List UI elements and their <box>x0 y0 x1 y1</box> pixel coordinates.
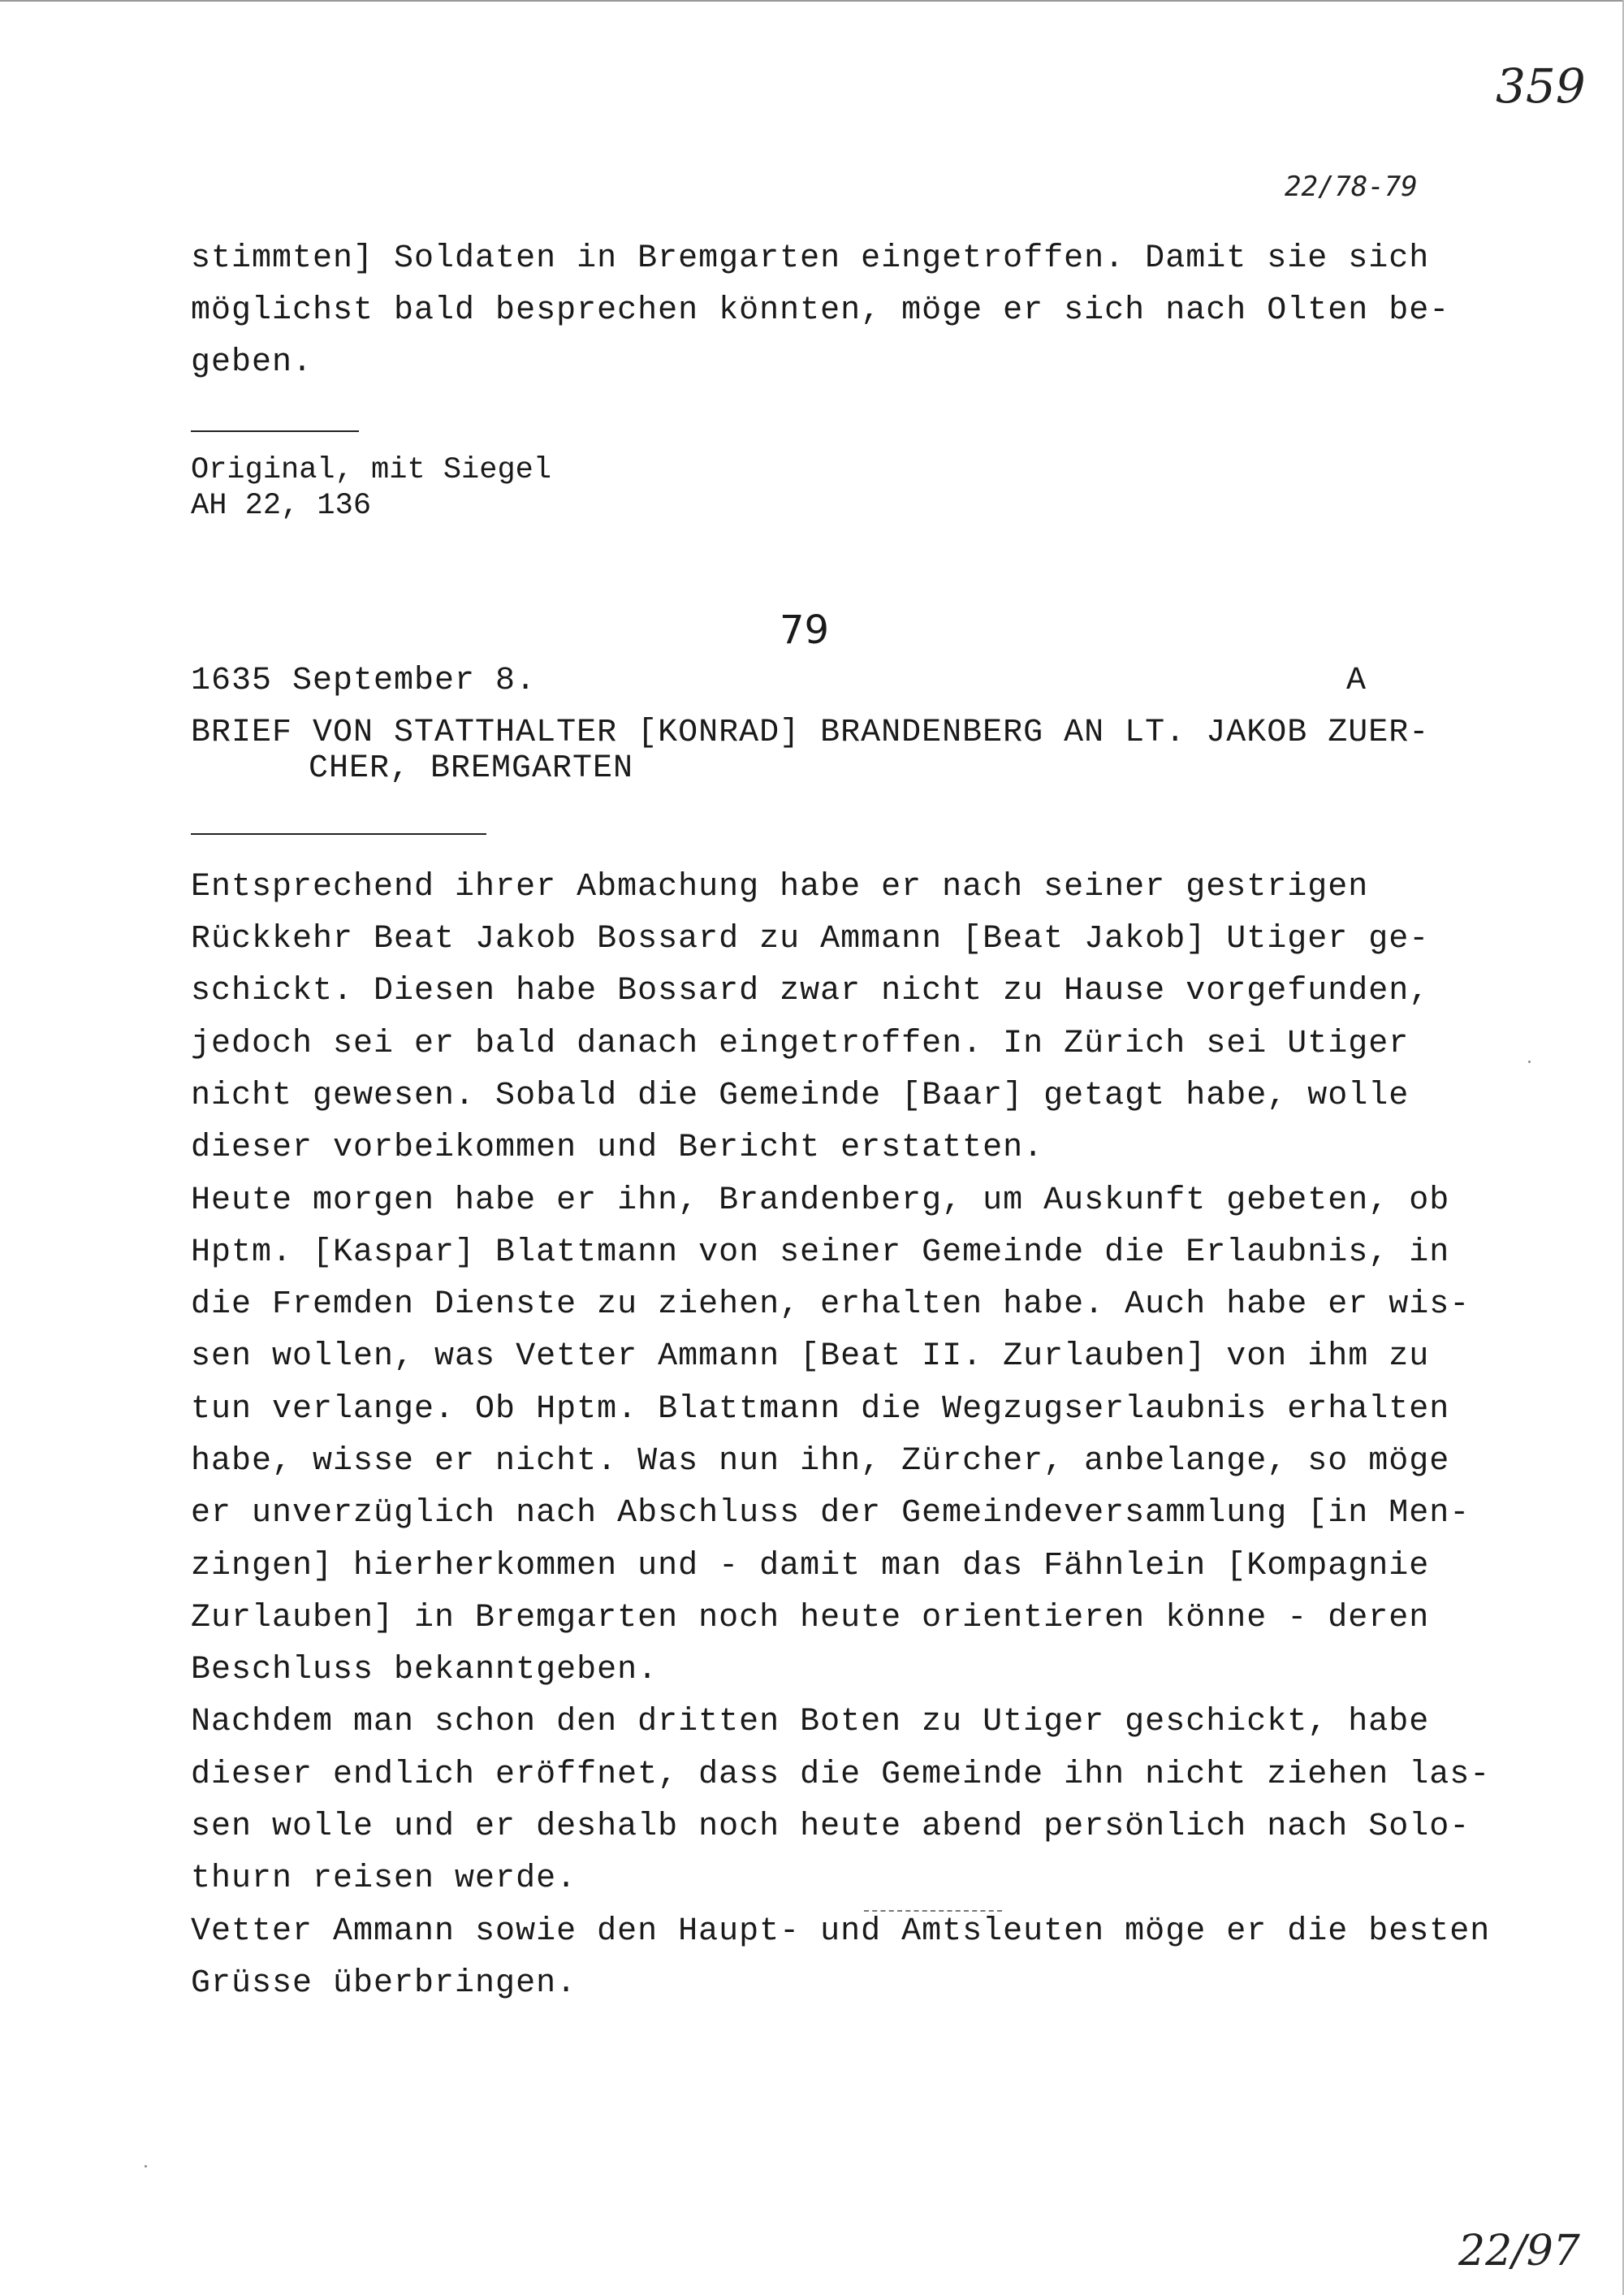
body-line: schickt. Diesen habe Bossard zwar nicht zu Hause vorgefunden, <box>191 973 1430 1009</box>
source-note-line: Original, mit Siegel <box>191 453 552 487</box>
title-line: CHER, BREMGARTEN <box>309 750 634 787</box>
body-line: Hptm. [Kaspar] Blattmann von seiner Gemeinde die Erlaubnis, in <box>191 1234 1450 1271</box>
body-line: dieser endlich eröffnet, dass die Gemeinde ihn nicht ziehen las- <box>191 1757 1491 1793</box>
body-line: Heute morgen habe er ihn, Brandenberg, um Auskunft gebeten, ob <box>191 1182 1450 1219</box>
archive-page-number: 359 <box>1496 58 1586 114</box>
footer-reference: 22/97 <box>1458 2227 1580 2276</box>
body-line: sen wolle und er deshalb noch heute abend persönlich nach Solo- <box>191 1809 1471 1845</box>
body-line: Vetter Ammann sowie den Haupt- und Amtsleuten möge er die besten <box>191 1913 1491 1950</box>
intro-line: stimmten] Soldaten in Bremgarten eingetroffen. Damit sie sich <box>191 240 1430 277</box>
intro-line: geben. <box>191 344 313 381</box>
body-line: Beschluss bekanntgeben. <box>191 1652 659 1688</box>
body-line: Rückkehr Beat Jakob Bossard zu Ammann [Beat Jakob] Utiger ge- <box>191 921 1430 957</box>
title-rule <box>191 833 486 835</box>
body-line: Nachdem man schon den dritten Boten zu Utiger geschickt, habe <box>191 1704 1430 1740</box>
body-line: thurn reisen werde. <box>191 1861 577 1897</box>
body-line: Zurlauben] in Bremgarten noch heute orientieren könne - deren <box>191 1600 1430 1636</box>
body-line: Entsprechend ihrer Abmachung habe er nach seiner gestrigen <box>191 869 1369 905</box>
body-line: tun verlange. Ob Hptm. Blattmann die Wegzugserlaubnis erhalten <box>191 1391 1450 1428</box>
page-top-edge <box>0 0 1624 2</box>
document-marker: A <box>1346 663 1367 699</box>
document-date: 1635 September 8. <box>191 663 537 699</box>
body-line: habe, wisse er nicht. Was nun ihn, Zürcher, anbelange, so möge <box>191 1443 1450 1480</box>
body-line: nicht gewesen. Sobald die Gemeinde [Baar] getagt habe, wolle <box>191 1078 1410 1114</box>
scan-dot <box>145 2165 147 2168</box>
body-line: er unverzüglich nach Abschluss der Gemeindeversammlung [in Men- <box>191 1495 1471 1532</box>
body-line: dieser vorbeikommen und Bericht erstatten. <box>191 1130 1044 1166</box>
source-note-line: AH 22, 136 <box>191 489 372 523</box>
scan-mark-line <box>864 1910 1002 1912</box>
body-line: die Fremden Dienste zu ziehen, erhalten habe. Auch habe er wis- <box>191 1286 1471 1323</box>
intro-line: möglichst bald besprechen könnten, möge er sich nach Olten be- <box>191 292 1450 329</box>
source-note-rule <box>191 430 359 432</box>
body-line: jedoch sei er bald danach eingetroffen. In Zürich sei Utiger <box>191 1026 1410 1062</box>
body-line: zingen] hierherkommen und - damit man das Fähnlein [Kompagnie <box>191 1548 1430 1584</box>
header-reference: 22/78-79 <box>1285 171 1418 203</box>
body-line: sen wollen, was Vetter Ammann [Beat II. Zurlauben] von ihm zu <box>191 1338 1430 1375</box>
body-line: Grüsse überbringen. <box>191 1965 577 2002</box>
scan-dot <box>1528 1061 1531 1063</box>
title-line: BRIEF VON STATTHALTER [KONRAD] BRANDENBERG AN LT. JAKOB ZUER- <box>191 715 1430 751</box>
document-number: 79 <box>780 607 830 653</box>
